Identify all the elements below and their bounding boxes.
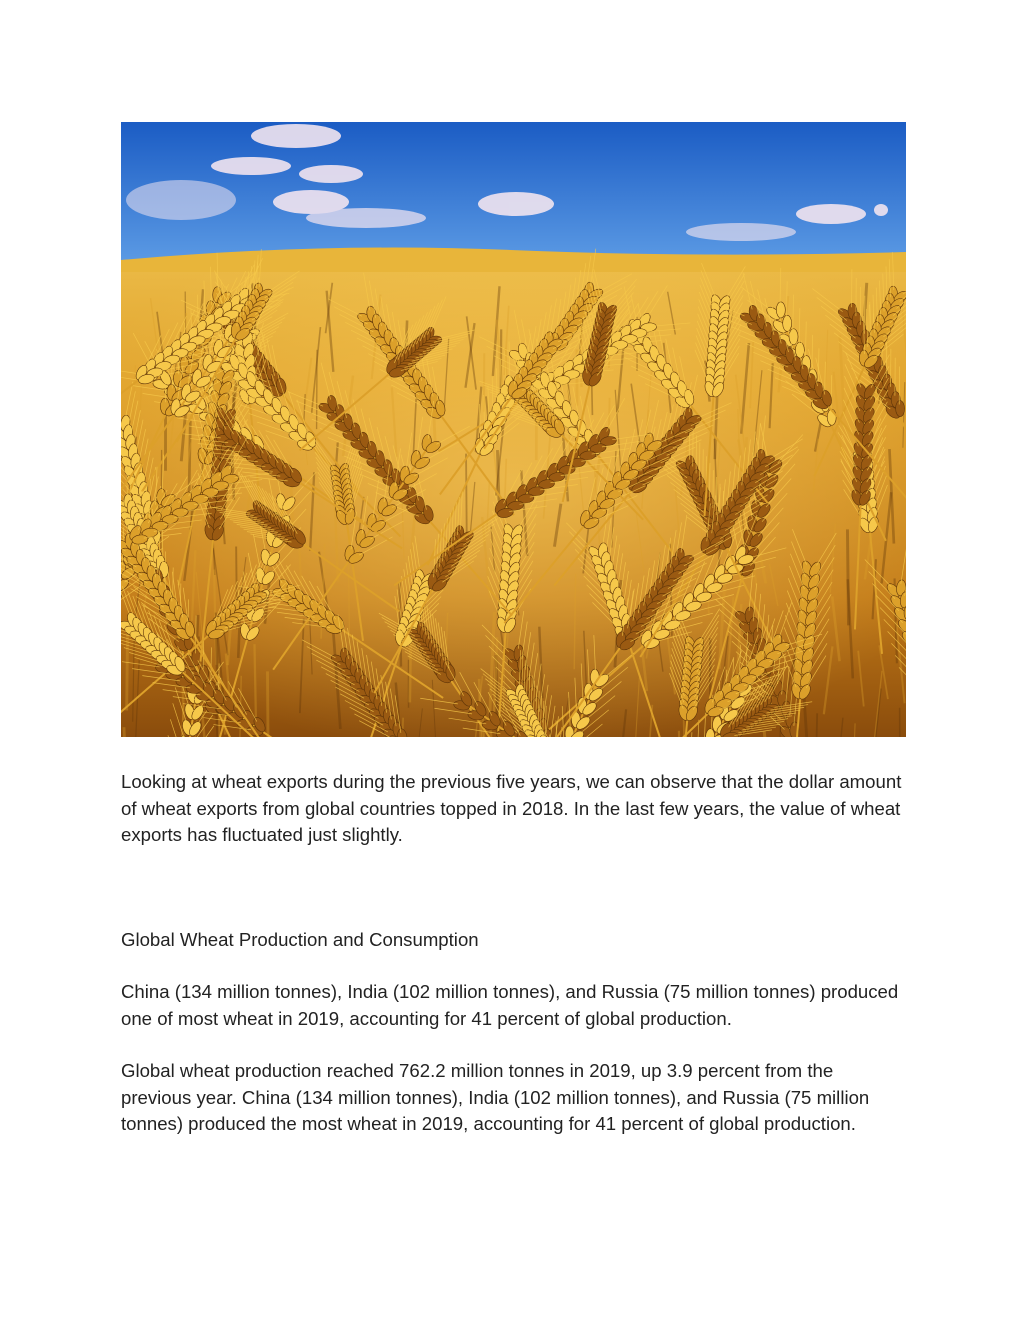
paragraph-wheat-exports: Looking at wheat exports during the previous five years, we can observe that the dollar amount of wheat exports from global countries topped in 2018. In the last few years, the value of wheat exports has fluctuated just slightly. — [121, 771, 902, 845]
section-heading: Global Wheat Production and Consumption — [121, 928, 479, 950]
document-page — [121, 122, 906, 1138]
wheat-field-image — [121, 122, 906, 737]
paragraph-top-producers: China (134 million tonnes), India (102 million tonnes), and Russia (75 million tonnes) produced one of most wheat in 2019, accounting for 41 percent of global production. — [121, 981, 899, 1029]
paragraph-production-total: Global wheat production reached 762.2 million tonnes in 2019, up 3.9 percent from the previous year. China (134 million tonnes), India (102 million tonnes), and Russia (75 million tonnes) produced the most wheat in 2019, accounting for 41 percent of global production. — [121, 1060, 870, 1134]
